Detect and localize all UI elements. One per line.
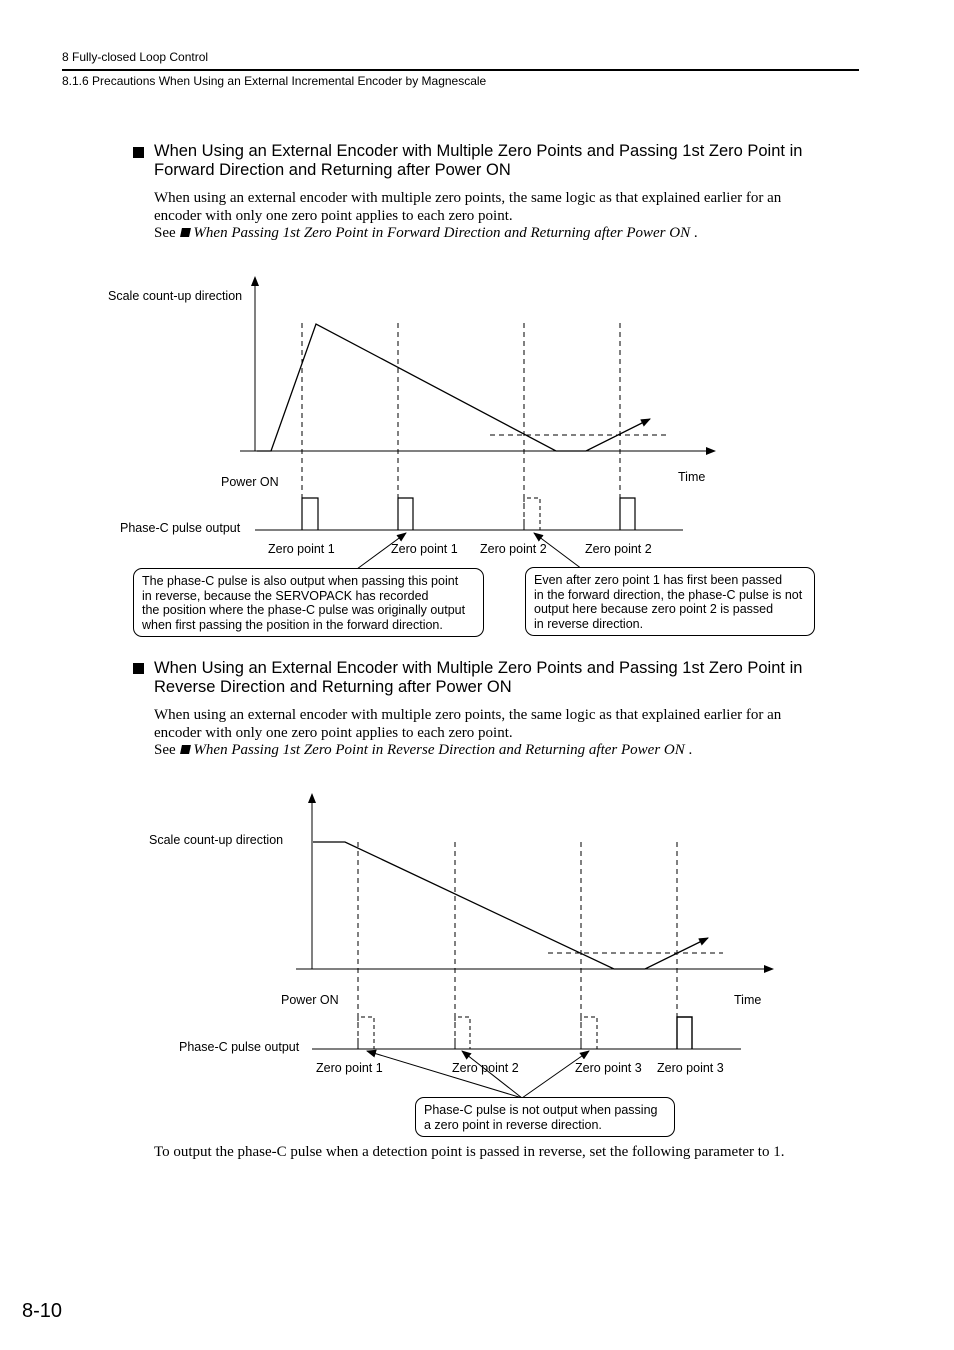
- d1-power-on-label: Power ON: [221, 475, 279, 489]
- callout-line: in the forward direction, the phase-C pulse is not: [534, 587, 803, 602]
- d2-pulse-label: Phase-C pulse output: [179, 1040, 300, 1054]
- section1-title-line1: When Using an External Encoder with Multiple Zero Points and Passing 1st Zero Point in: [154, 142, 803, 160]
- see-suffix: .: [688, 742, 693, 758]
- d1-zero-point-label: Zero point 2: [480, 542, 547, 556]
- d1-x-axis-label: Time: [678, 470, 706, 484]
- section1-para-line2: encoder with only one zero point applies to each zero point.: [154, 207, 513, 224]
- d2-zero-point-label: Zero point 1: [316, 1061, 383, 1075]
- chapter-header: 8 Fully-closed Loop Control: [62, 50, 209, 64]
- d1-zero-point-label: Zero point 1: [391, 542, 458, 556]
- d2-pulse-3-absent: [581, 1017, 597, 1049]
- section2-title-line1: When Using an External Encoder with Multiple Zero Points and Passing 1st Zero Point in: [154, 659, 803, 677]
- d2-pulse-1-absent: [358, 1017, 374, 1049]
- closing-paragraph: To output the phase-C pulse when a detection point is passed in reverse, set the following parameter to 1.: [154, 1144, 785, 1160]
- see-suffix: .: [693, 225, 698, 241]
- callout-line: Even after zero point 1 has first been passed: [534, 573, 783, 587]
- d2-zero-point-label: Zero point 2: [452, 1061, 519, 1075]
- d2-power-on-label: Power ON: [281, 993, 339, 1007]
- callout-line: the position where the phase-C pulse was originally output: [142, 603, 466, 618]
- d2-pulse-4: [677, 1017, 692, 1049]
- callout-line: when first passing the position in the forward direction.: [142, 617, 443, 632]
- section2-para-line1: When using an external encoder with multiple zero points, the same logic as that explained earlier for an: [154, 707, 782, 723]
- section2-para-line2: encoder with only one zero point applies to each zero point.: [154, 724, 513, 741]
- d1-y-axis-label: Scale count-up direction: [108, 289, 243, 303]
- see-prefix: See: [154, 225, 176, 241]
- callout-line: in reverse direction.: [534, 616, 644, 631]
- d1-zero-point-label: Zero point 2: [585, 542, 652, 556]
- see-reference-link[interactable]: When Passing 1st Zero Point in Reverse Direction and Returning after Power ON: [193, 742, 685, 758]
- d2-x-axis-label: Time: [734, 993, 762, 1007]
- d2-zero-point-label: Zero point 3: [575, 1061, 642, 1075]
- see-prefix: See: [154, 742, 176, 758]
- callout-line: a zero point in reverse direction.: [424, 1117, 602, 1132]
- d2-pulse-2-absent: [455, 1017, 470, 1049]
- callout-line: in reverse, because the SERVOPACK has recorded: [142, 588, 429, 603]
- d1-zero-point-label: Zero point 1: [268, 542, 335, 556]
- see-reference-link[interactable]: When Passing 1st Zero Point in Forward Direction and Returning after Power ON: [193, 225, 691, 241]
- d1-pulse-label: Phase-C pulse output: [120, 521, 241, 535]
- d2-zero-point-label: Zero point 3: [657, 1061, 724, 1075]
- page-number: 8-10: [22, 1300, 63, 1322]
- section2-title-line2: Reverse Direction and Returning after Power ON: [154, 678, 512, 696]
- section-header: 8.1.6 Precautions When Using an External Incremental Encoder by Magnescale: [62, 74, 487, 88]
- callout-line: output here because zero point 2 is passed: [534, 602, 774, 617]
- d2-position-trace: [313, 842, 708, 969]
- d2-callout: [415, 1097, 675, 1137]
- d2-y-axis-label: Scale count-up direction: [149, 833, 284, 847]
- callout-line: The phase-C pulse is also output when passing this point: [142, 574, 459, 588]
- section1-title-line2: Forward Direction and Returning after Power ON: [154, 161, 511, 179]
- callout-line: Phase-C pulse is not output when passing: [424, 1103, 658, 1117]
- section1-para-line1: When using an external encoder with multiple zero points, the same logic as that explained earlier for an: [154, 190, 782, 206]
